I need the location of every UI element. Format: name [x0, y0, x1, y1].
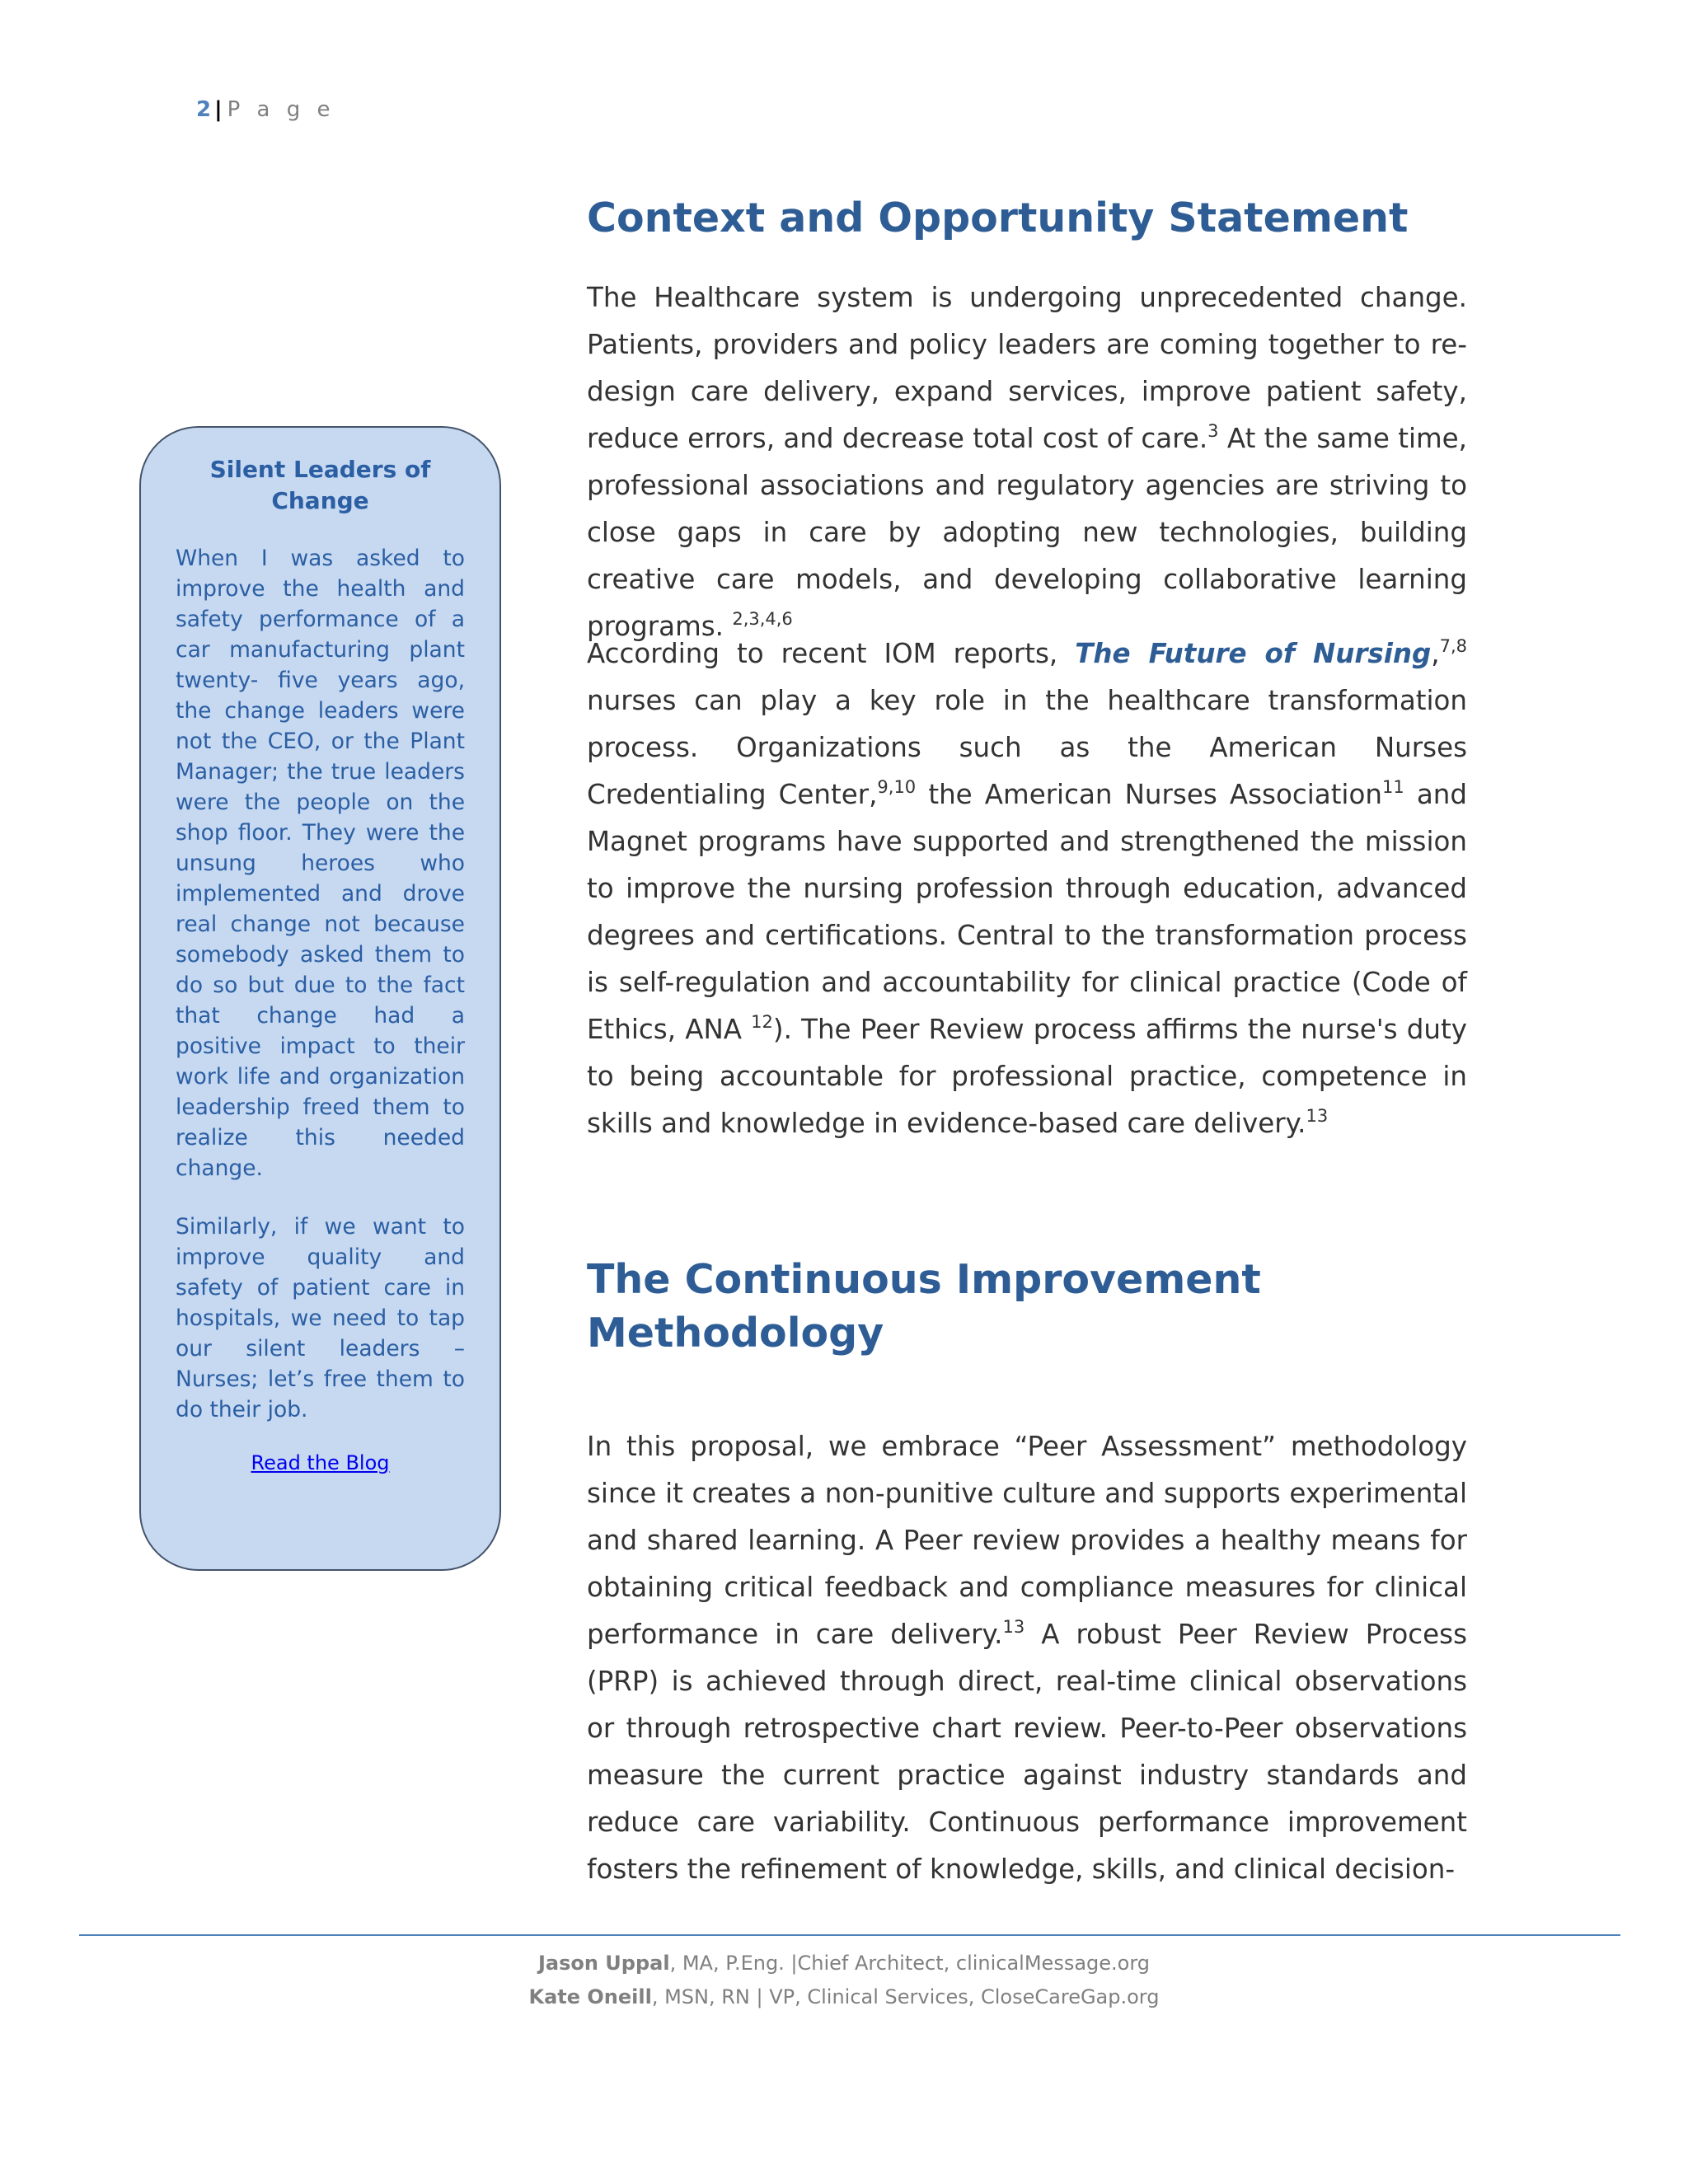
page-number	[196, 97, 335, 122]
future-of-nursing-title: The Future of Nursing	[1075, 638, 1432, 669]
footer-divider	[79, 1934, 1620, 1936]
read-blog-link[interactable]: Read the Blog	[251, 1451, 390, 1474]
methodology-heading: The Continuous Improvement Methodology	[587, 1256, 1261, 1357]
sidebar-paragraph-2: Similarly, if we want to improve quality and safety of patient care in hospitals, we need to tap our silent leaders – Nurses; let’s free them to do their job.	[176, 1214, 465, 1422]
page-number-value: 2	[196, 97, 212, 122]
methodology-paragraph-1: In this proposal, we embrace “Peer Assessment” methodology since it creates a non-punitive culture and supports experimental and shared learning. A Peer review provides a healthy means for obtaining critical feedback and compliance measures for clinical performance in care delivery.$^{13}$ A robust Peer Review Process (PRP) is achieved through direct, real-time clinical observations or through retrospective chart review. Peer-to-Peer observations measure the current practice against industry standards and reduce care variability. Continuous performance improvement fosters the refinement of knowledge, skills, and clinical decision-	[587, 1431, 1467, 1885]
footer-author-2: Kate Oneill, MSN, RN | VP, Clinical Services, CloseCareGap.org	[528, 1985, 1160, 2008]
context-paragraph-1: The Healthcare system is undergoing unprecedented change. Patients, providers and policy leaders are coming together to re-design care delivery, expand services, improve patient safety, reduce errors, and decrease total cost of care.$^3$ At the same time, professional associations and regulatory agencies are striving to close gaps in care by adopting new technologies, building creative care models, and developing collaborative learning programs. $^{2,3,4,6}$	[587, 282, 1467, 642]
context-heading: Context and Opportunity Statement	[587, 194, 1409, 241]
sidebar-callout	[139, 426, 501, 1571]
sidebar-title: Silent Leaders of Change	[209, 456, 431, 514]
page-number-separator: |	[214, 97, 223, 122]
sidebar-paragraph-1: When I was asked to improve the health and safety performance of a car manufacturing plant twenty- five years ago, the change leaders were not the CEO, or the Plant Manager; the true leaders were the people on the shop floor. They were the unsung heroes who implemented and drove real change not because somebody asked them to do so but due to the fact that change had a positive impact to their work life and organization leadership freed them to realize this needed change.	[176, 546, 465, 1181]
page-label: P a g e	[227, 97, 335, 122]
footer-author-1: Jason Uppal, MA, P.Eng. |Chief Architect, clinicalMessage.org	[537, 1952, 1151, 1975]
context-paragraph-2: According to recent IOM reports, The Future of Nursing,$^{7,8}$ nurses can play a key role in the healthcare transformation process. Organizations such as the American Nurses Credentialing Center,$^{9,10}$ the American Nurses Association$^{11}$ and Magnet programs have supported and strengthened the mission to improve the nursing profession through education, advanced degrees and certifications. Central to the transformation process is self-regulation and accountability for clinical practice (Code of Ethics, ANA $^{12}$). The Peer Review process affirms the nurse's duty to being accountable for professional practice, competence in skills and knowledge in evidence-based care delivery.$^{13}$	[587, 636, 1468, 1139]
